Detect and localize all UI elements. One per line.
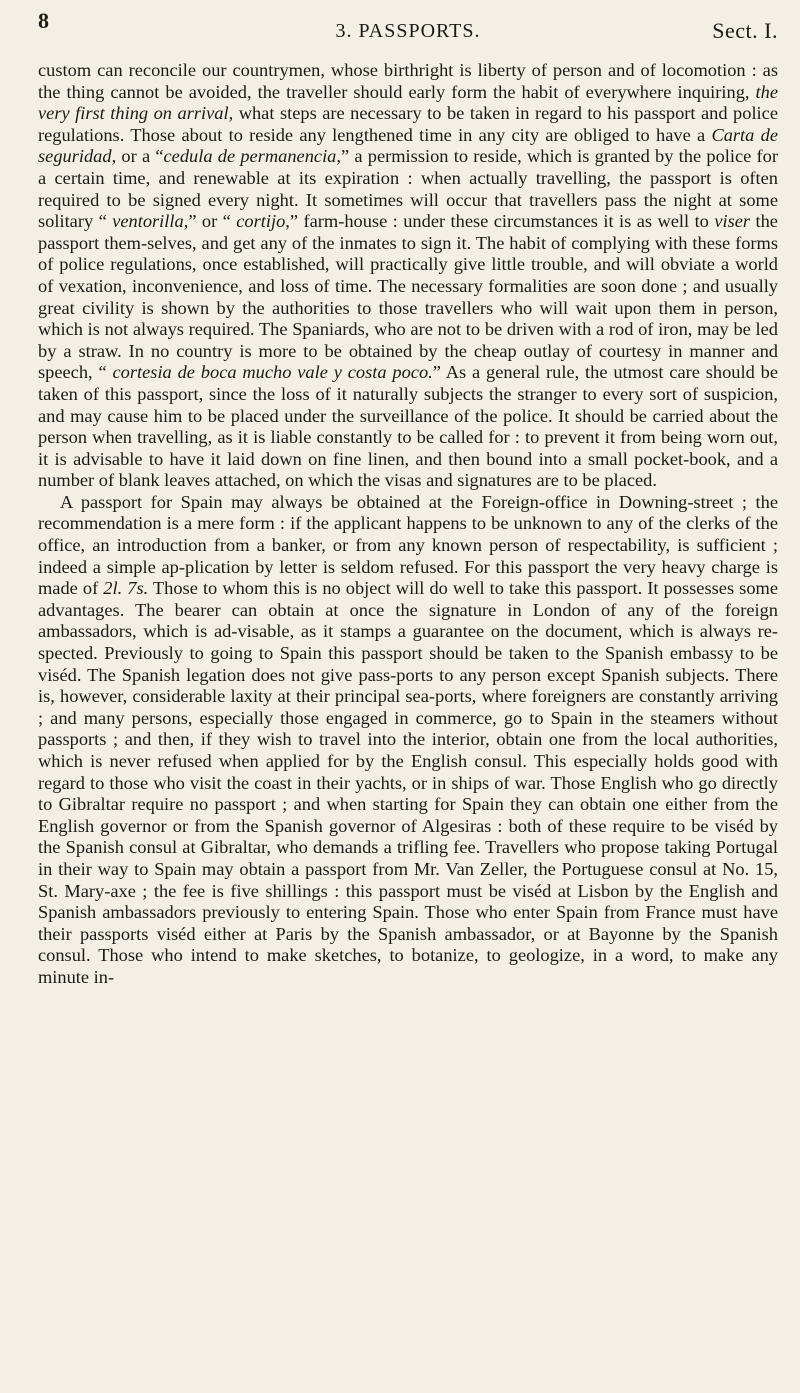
italic-run: cortesia de boca mucho vale y costa poco. [112,362,433,383]
text-run: Those to whom this is no object will do well to take this passport. It possesses some advantages. The bearer can obtain at once the signature in London of any of the foreign ambassadors, which is ad-visable, as it stamps a guarantee on the document, which is always re-spected. Previously to going to Spain this passport should be taken to the Spanish embassy to be viséd. The Spanish legation does not give pass-ports to any person except Spanish subjects. There is, however, considerable laxity at their principal sea-ports, where foreigners are constantly arriving ; and many persons, especially those engaged in commerce, go to Spain in the steamers without passports ; and then, if they wish to travel into the interior, obtain one from the local authorities, which is never refused when applied for by the English consul. This especially holds good with regard to those who visit the coast in their yachts, or in ships of war. Those English who go directly to Gibraltar require no passport ; and when starting for Spain they can obtain one either from the English governor or from the Spanish governor of Algesiras : both of these require to be viséd by the Spanish consul at Gibraltar, who demands a trifling fee. Travellers who propose taking Portugal in their way to Spain may obtain a passport from Mr. Van Zeller, the Portuguese consul at No. 15, St. Mary-axe ; the fee is five shillings : this passport must be viséd at Lisbon by the English and Spanish ambassadors previously to entering Spain. Those who enter Spain from France must have their passports viséd either at Paris by the Spanish ambassador, or at Bayonne by the Spanish consul. Those who intend to make sketches, to botanize, to geologize, in a word, to make any minute in- [38,578,778,987]
italic-run: the very first thing on arrival, [38,81,778,124]
section-label: Sect. I. [712,18,778,43]
page-header [38,8,778,48]
italic-run: cedula de permanencia, [163,146,341,167]
text-run: ” As a general rule, the utmost care should be taken of this passport, since the loss of it naturally subjects the stranger to every sort of suspicion, and may cause him to be placed under the surveillance of the police. It should be carried about the person when travelling, as it is liable constantly to be called for : to prevent it from being worn out, it is advisable to have it laid down on fine linen, and then bound into a small pocket-book, and a number of blank leaves attached, on which the visas and signatures are to be placed. [38,362,778,491]
text-run: what steps are necessary to be taken in regard to his passport and police regulations. Those about to reside any lengthened time in any city are obliged to have a [38,103,778,145]
text-run: ” farm-house : under these circumstances it is as well to [289,211,715,232]
text-run: ” or “ [188,211,237,232]
running-title: 3. PASSPORTS. [335,20,481,42]
paragraph-2 [38,492,778,989]
italic-run: 2l. 7s. [103,578,149,599]
body-text [38,60,778,989]
italic-run: ventorilla, [112,211,189,232]
text-run: A passport for Spain may always be obtained at the Foreign-office in Downing-street ; the recommendation is a mere form : if the applicant happens to be unknown to any of the clerks of the office, an introduction from a banker, or from any known person of respectability, is sufficient ; indeed a simple ap-plication by letter is seldom refused. For this passport the very heavy charge is made of [38,491,778,599]
paragraph-1 [38,60,778,492]
italic-run: cortijo, [236,211,290,232]
italic-run: Carta de seguridad, [38,124,778,167]
page-number: 8 [38,8,50,33]
text-run: ” a permission to reside, which is granted by the police for a certain time, and renewable at its expiration : when actually travelling, the passport is often required to be signed every night. It sometimes will occur that travellers pass the night at some solitary “ [38,146,778,232]
italic-run: viser [714,211,751,232]
text-run: custom can reconcile our countrymen, whose birthright is liberty of person and of locomotion : as the thing cannot be avoided, the traveller should early form the habit of everywhere inquiring, [38,60,778,102]
text-run: the passport them-selves, and get any of the inmates to sign it. The habit of complying with these forms of police regulations, once established, will practically give little trouble, and will obviate a world of vexation, inconvenience, and loss of time. The necessary formalities are soon done ; and usually great civility is shown by the authorities to those travellers who will wait upon them in person, which is not always required. The Spaniards, who are not to be driven with a rod of iron, may be led by a straw. In no country is more to be obtained by the cheap outlay of courtesy in manner and speech, “ [38,211,778,383]
text-run: or a “ [116,146,164,167]
